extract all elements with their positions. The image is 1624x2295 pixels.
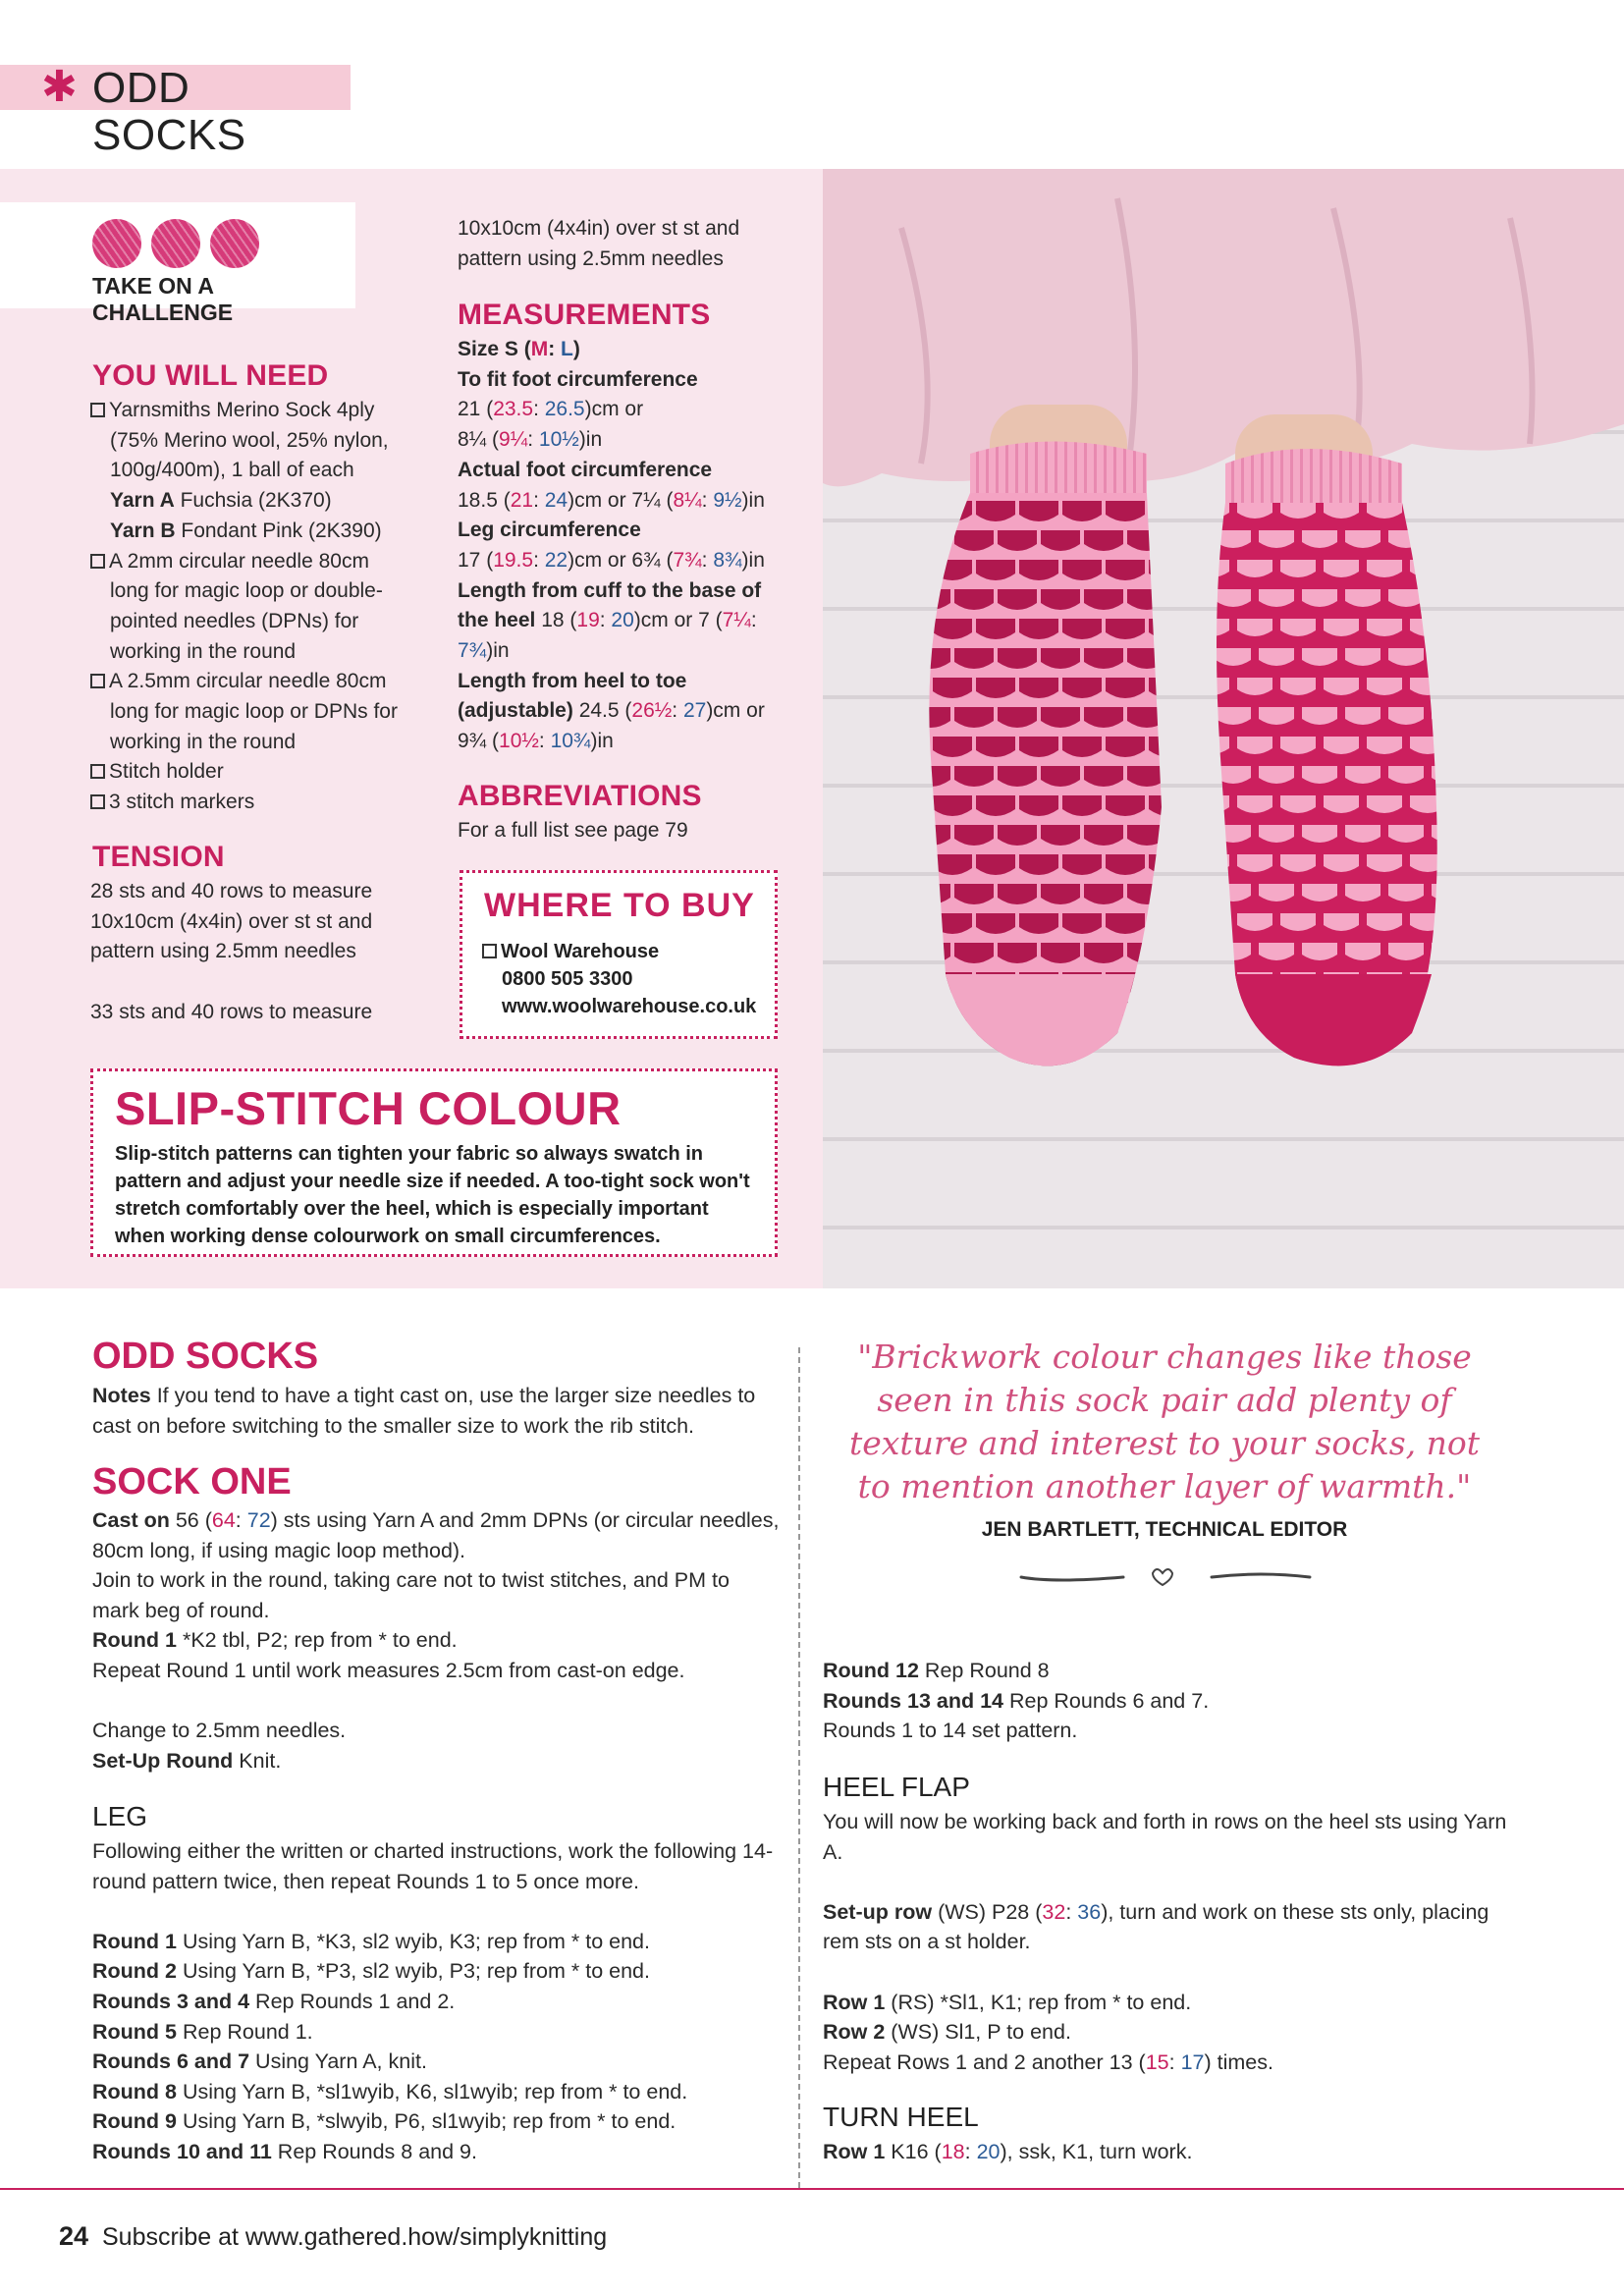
measurements-text: Size S (M: L) To fit foot circumference 21 (23.5: 26.5)cm or 8¼ (9¼: 10½)in Actual foot circumference 18.5 (21: 24)cm or 7¼ (8¼: 9½)in Leg circumference 17 (19.5: 22)cm or 6¾ (7¾: 8¾)in Length from cuff to the base of the heel 18 (19: 20)cm or 7 (7¼: 7¾)in Length from heel to toe (adjustable) 24.5 (26½: 27)cm or 9¾ (10½: 10¾)in: [458, 338, 765, 753]
subscribe-link[interactable]: Subscribe at www.gathered.how/simplyknitting: [102, 2223, 608, 2251]
leg-text: Following either the written or charted instructions, work the following 14-round pattern twice, then repeat Rounds 1 to 5 once more. Round 1 Using Yarn B, *K3, sl2 wyib, K3; rep from * to end. Round 2 Using Yarn B, *P3, sl2 wyib, P3; rep from * to end. Rounds 3 and 4 Rep Rounds 1 and 2. Round 5 Rep Round 1. Rounds 6 and 7 Using Yarn A, knit. Round 8 Using Yarn B, *sl1wyib, K6, sl1wyib; rep from * to end. Round 9 Using Yarn B, *slwyib, P6, sl1wyib; rep from * to end. Rounds 10 and 11 Rep Rounds 8 and 9.: [92, 1839, 774, 2163]
page-number: 24: [59, 2221, 89, 2251]
difficulty-badge: [0, 202, 355, 325]
yarn-ball-icon: [210, 219, 259, 268]
where-to-buy-details: Wool Warehouse 0800 505 3300 www.woolwarehouse.co.uk: [482, 938, 756, 1020]
abbreviations-heading: ABBREVIATIONS: [458, 780, 702, 812]
tension-text: 28 sts and 40 rows to measure 10x10cm (4x4in) over st st and pattern using 2.5mm needles 33 sts and 40 rows to measure: [90, 880, 373, 1023]
column-divider: [798, 1347, 800, 2188]
tension-heading: TENSION: [92, 841, 225, 873]
pull-quote: "Brickwork colour changes like those seen in this sock pair add plenty of texture and interest to your socks, not to mention another layer of warmth.": [848, 1338, 1481, 1505]
checkbox-icon: [482, 944, 497, 958]
heel-flap-text: You will now be working back and forth in rows on the heel sts using Yarn A. Set-up row (WS) P28 (32: 36), turn and work on these sts only, placing rem sts on a st holder. Row 1 (RS) *Sl1, K1; rep from * to end. Row 2 (WS) Sl1, P to end. Repeat Rows 1 and 2 another 13 (15: 17) times.: [823, 1810, 1507, 2074]
where-to-buy-box: [460, 870, 778, 1039]
checkbox-icon: [90, 403, 105, 417]
section-title: ODD SOCKS: [92, 64, 246, 159]
tension-text-continued: 10x10cm (4x4in) over st st and pattern using 2.5mm needles: [458, 217, 740, 270]
leg-heading: LEG: [92, 1801, 148, 1831]
socks-illustration: [823, 169, 1624, 1288]
checkbox-icon: [90, 764, 105, 779]
you-will-need-heading: YOU WILL NEED: [92, 359, 329, 392]
heel-flap-heading: HEEL FLAP: [823, 1772, 970, 1802]
turn-heel-text: Row 1 K16 (18: 20), ssk, K1, turn work.: [823, 2140, 1193, 2163]
abbreviations-text: For a full list see page 79: [458, 819, 688, 842]
checkbox-icon: [90, 554, 105, 569]
pattern-notes: Notes If you tend to have a tight cast on, use the larger size needles to cast on before switching to the smaller size to work the rib stitch.: [92, 1384, 756, 1438]
heart-flourish-icon: [1015, 1563, 1320, 1589]
where-to-buy-heading: WHERE TO BUY: [484, 887, 755, 924]
tip-text: Slip-stitch patterns can tighten your fabric so always swatch in pattern and adjust your needle size if needed. A too-tight sock won't stretch comfortably over the heel, which is especially important when working dense colourwork on small circumferences.: [115, 1143, 750, 1247]
tip-heading: SLIP-STITCH COLOUR: [115, 1082, 622, 1134]
yarn-ball-icon: [151, 219, 200, 268]
sock-one-text: Cast on 56 (64: 72) sts using Yarn A and 2mm DPNs (or circular needles, 80cm long, if using magic loop method). Join to work in the round, taking care not to twist stitches, and PM to mark beg of round. Round 1 *K2 tbl, P2; rep from * to end. Repeat Round 1 until work measures 2.5cm from cast-on edge. Change to 2.5mm needles. Set-Up Round Knit.: [92, 1508, 780, 1773]
materials-list: Yarnsmiths Merino Sock 4ply (75% Merino wool, 25% nylon, 100g/400m), 1 ball of each Yarn A Fuchsia (2K370) Yarn B Fondant Pink (2K390) A 2mm circular needle 80cm long for magic loop or double- pointed needles (DPNs) for working in the round A 2.5mm circular needle 80cm long for magic loop or DPNs for working in the round Stitch holder 3 stitch markers: [90, 396, 424, 818]
store-url: www.woolwarehouse.co.uk: [502, 996, 757, 1017]
footer-rule: [0, 2188, 1624, 2190]
flower-icon: ✱: [41, 63, 78, 111]
checkbox-icon: [90, 674, 105, 688]
checkbox-icon: [90, 794, 105, 809]
quote-author: JEN BARTLETT, TECHNICAL EDITOR: [981, 1518, 1348, 1541]
measurements-heading: MEASUREMENTS: [458, 299, 711, 331]
yarn-ball-icon: [92, 219, 141, 268]
pattern-title: ODD SOCKS: [92, 1336, 319, 1377]
turn-heel-heading: TURN HEEL: [823, 2102, 979, 2132]
tip-box: [90, 1068, 778, 1257]
difficulty-label: TAKE ON A CHALLENGE: [92, 273, 234, 325]
socks-photo: [823, 169, 1624, 1288]
section-header: [0, 63, 351, 159]
pattern-right-text: Round 12 Rep Round 8 Rounds 13 and 14 Rep Rounds 6 and 7. Rounds 1 to 14 set pattern.: [823, 1659, 1210, 1743]
sock-one-heading: SOCK ONE: [92, 1461, 292, 1503]
